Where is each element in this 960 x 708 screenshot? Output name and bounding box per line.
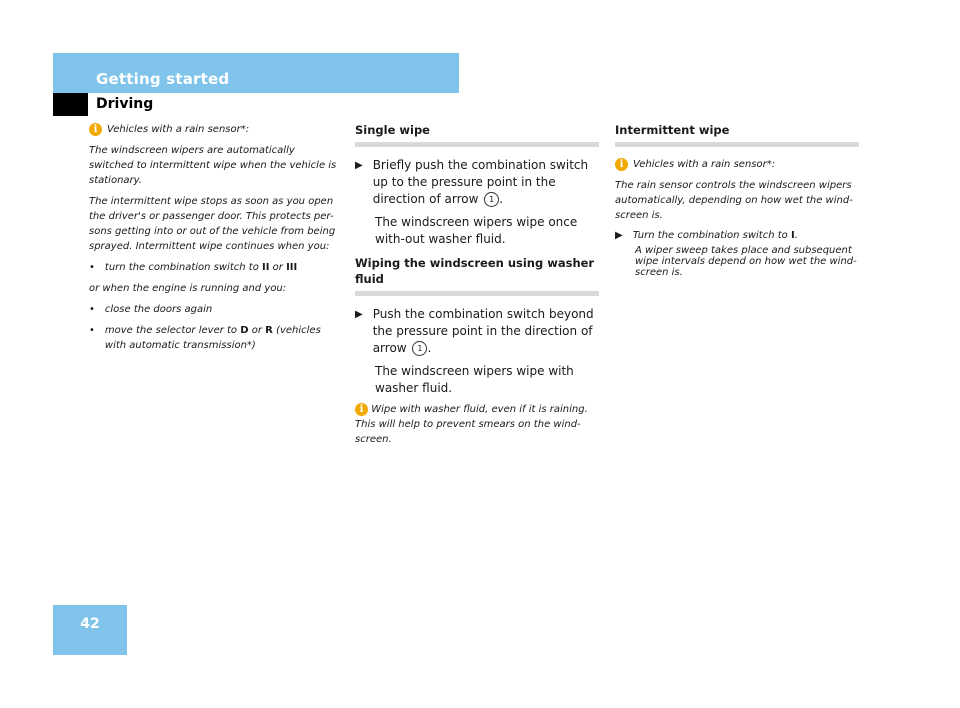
gear-position: D [240,325,249,336]
subheading: Single wipe [355,123,430,137]
list-item-text: (vehicles with automatic transmission*) [104,325,321,351]
right-column [615,122,859,278]
bullet-icon: • [89,262,95,273]
list-item [89,323,339,353]
instruction-step: ▶ Push the combination switch beyond the pressure point in the direction of arrow 1 . [355,307,594,355]
subheading: Intermittent wipe [615,123,730,137]
step-text: Turn the combination switch to [632,230,788,241]
arrow-right-icon: ▶ [615,230,623,241]
switch-position: I [790,230,795,241]
info-icon: i [355,403,368,416]
list-item-text: turn the combination switch to [104,262,259,273]
paragraph: The intermittent wipe stops as soon as you open the driver's or passenger door. This protects per-sons getting into or out of the vehicle from being sprayed. Intermittent wipe continues when you: [89,196,336,252]
info-note-text: Vehicles with a rain sensor*: [107,124,250,135]
divider [615,142,859,147]
subheading: Wiping the windscreen using washer fluid [355,256,595,286]
list-item [89,260,339,275]
list-item-text: move the selector lever to [104,325,238,336]
info-icon: i [89,123,102,136]
divider [355,142,599,147]
list-item-text: close the doors again [104,304,213,315]
paragraph: or when the engine is running and you: [89,283,287,294]
step-result: The windscreen wipers wipe with washer fluid. [375,364,574,395]
step-text: Briefly push the combination switch up to the pressure point in the direction of arrow [372,158,589,206]
list-item-text: or [272,262,283,273]
info-note [89,122,339,137]
step-result: A wiper sweep takes place and subsequent wipe intervals depend on how wet the wind-screen is. [635,245,857,278]
bullet-icon: • [89,325,95,336]
info-note [355,402,599,447]
section-title: Driving [96,96,154,112]
list-item-text: or [251,325,262,336]
step-text: Push the combination switch beyond the pressure point in the direction of arrow [372,307,594,355]
paragraph: The windscreen wipers are automatically switched to intermittent wipe when the vehicle is stationary. [89,145,337,186]
gear-position: R [265,325,273,336]
instruction-step: ▶ Turn the combination switch to I. [615,230,798,241]
callout-number: 1 [412,341,427,356]
callout-number: 1 [484,192,499,207]
list-item [89,302,339,317]
arrow-right-icon: ▶ [355,160,363,171]
divider [355,291,599,296]
info-note-text: Wipe with washer fluid, even if it is raining. This will help to prevent smears on the wind-screen. [355,404,588,445]
instruction-step: ▶ Briefly push the combination switch up to the pressure point in the direction of arrow 1 . [355,158,589,206]
step-result: The windscreen wipers wipe once with-out washer fluid. [375,215,578,246]
switch-position: III [286,262,298,273]
arrow-right-icon: ▶ [355,309,363,320]
chapter-header [53,53,459,93]
page-number: 42 [80,616,100,632]
left-column [89,122,339,359]
paragraph: The rain sensor controls the windscreen wipers automatically, depending on how wet the wind-screen is. [615,180,853,221]
page-number-box [53,605,127,655]
info-icon: i [615,158,628,171]
info-note-text: Vehicles with a rain sensor*: [633,159,776,170]
chapter-title: Getting started [96,70,230,88]
section-marker [53,93,88,116]
switch-position: II [262,262,270,273]
info-note [615,157,859,172]
middle-column [355,122,599,453]
bullet-icon: • [89,304,95,315]
